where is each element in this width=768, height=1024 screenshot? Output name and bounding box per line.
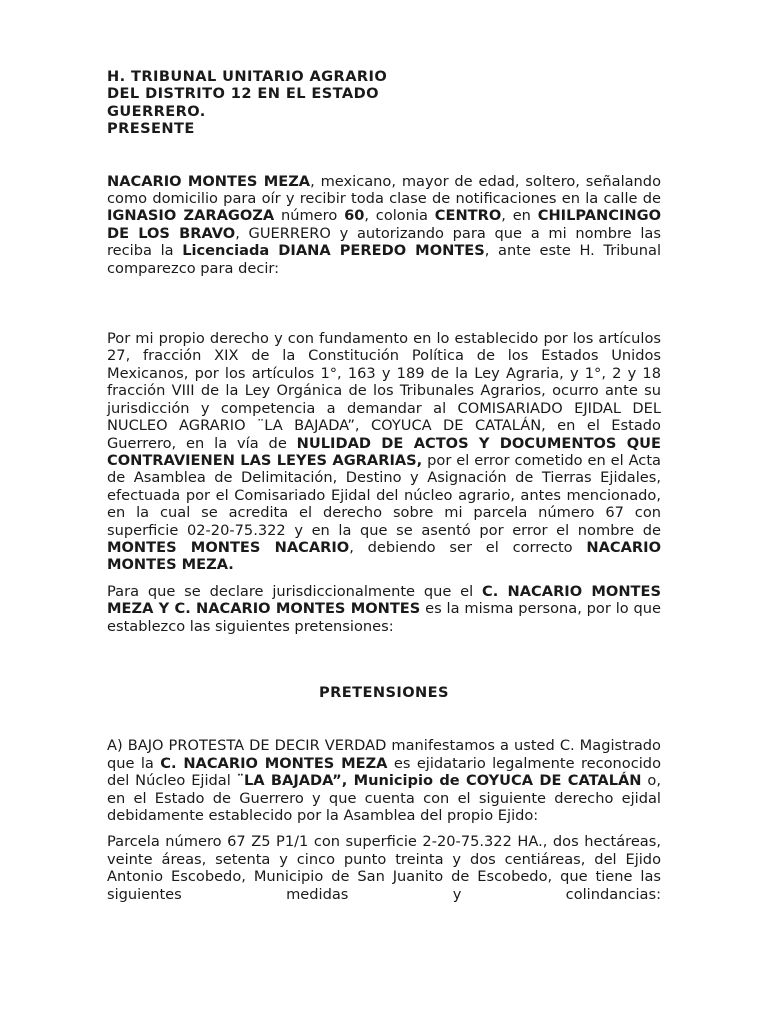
intro-text: , colonia xyxy=(364,207,435,225)
street-name: IGNASIO ZARAGOZA xyxy=(107,207,275,225)
addressee-line: DEL DISTRITO 12 EN EL ESTADO xyxy=(107,85,379,103)
intro-text: , ante este H. Tribunal comparezco para decir: xyxy=(107,242,662,277)
intro-text: , mexicano, mayor de edad, soltero, señalando como domicilio para oír y recibir toda clase de notificaciones en la calle de xyxy=(107,172,662,208)
claimant-name: C. NACARIO MONTES MEZA xyxy=(160,754,388,772)
parcel-paragraph: Parcela número 67 Z5 P1/1 con superficie 2-20-75.322 HA., dos hectáreas, veinte áreas, setenta y cinco punto treinta y dos centiáreas, del Ejido Antonio Escobedo, Municipio de San Juanito de Escobedo, que tiene las siguientes medidas y colindancias: xyxy=(107,833,661,903)
intro-text: , GUERRERO y autorizando para que a mi nombre las reciba la xyxy=(107,224,661,260)
body-paragraph xyxy=(107,330,661,574)
ejido-name: ¨LA BAJADA”, Municipio de COYUCA DE CATALÁN xyxy=(236,772,642,790)
authorized-person: Licenciada DIANA PEREDO MONTES xyxy=(182,242,485,260)
addressee-block xyxy=(107,68,661,138)
intro-text: , en xyxy=(501,207,538,225)
body-text: Por mi propio derecho y con fundamento en lo establecido por los artículos 27, fracción XIX de la Constitución Política de los Estados Unidos Mexicanos, por los artículos 1°, 163 y 189 de la Ley Agraria, y 1°, 2 y 18 fracción VIII de la Ley Orgánica de los Tribunales Agrarios, ocurro ante su jurisdicción y competencia a demandar al COMISARIADO EJIDAL DEL NUCLEO AGRARIO ¨LA BAJADA”, COYUCA DE CATALÁN, en el Estado Guerrero, en la vía de xyxy=(107,330,661,452)
claim-text: A) BAJO PROTESTA DE DECIR VERDAD manifestamos a usted C. Magistrado que la xyxy=(107,737,661,772)
correct-name: NACARIO MONTES MEZA. xyxy=(107,538,661,574)
intro-paragraph xyxy=(107,173,661,277)
body-text: por el error cometido en el Acta de Asamblea de Delimitación, Destino y Asignación de Tierras Ejidales, efectuada por el Comisariado Ejidal del núcleo agrario, antes mencionado, en la cual se acredita el derecho sobre mi parcela número 67 con superficie 02-20-75.322 y en la que se asentó por error el nombre de xyxy=(107,451,661,539)
declare-text: es la misma persona, por lo que establezco las siguientes pretensiones: xyxy=(107,600,661,635)
declared-names: C. NACARIO MONTES MEZA Y C. NACARIO MONTES MONTES xyxy=(107,582,661,618)
colonia-name: CENTRO xyxy=(434,207,502,225)
street-number: 60 xyxy=(344,207,365,225)
addressee-line: H. TRIBUNAL UNITARIO AGRARIO xyxy=(107,68,388,85)
claim-a-paragraph xyxy=(107,737,661,824)
claim-text: es ejidatario legalmente reconocido del Núcleo Ejidal xyxy=(107,754,661,790)
declare-text: Para que se declare jurisdiccionalmente que el xyxy=(107,582,483,600)
intro-text: número xyxy=(274,207,345,225)
section-heading: PRETENSIONES xyxy=(319,683,449,701)
plaintiff-name: NACARIO MONTES MEZA xyxy=(107,172,311,190)
claim-text: o, en el Estado de Guerrero y que cuenta con el siguiente derecho ejidal debidamente establecido por la Asamblea del propio Ejido: xyxy=(107,772,661,824)
erroneous-name: MONTES MONTES NACARIO xyxy=(107,538,350,556)
addressee-line: PRESENTE xyxy=(107,120,195,138)
claim-type: NULIDAD DE ACTOS Y DOCUMENTOS QUE CONTRAVIENEN LAS LEYES AGRARIAS, xyxy=(107,434,661,469)
body-text: , debiendo ser el correcto xyxy=(349,538,587,556)
declare-paragraph xyxy=(107,583,661,635)
city-name: CHILPANCINGO DE LOS BRAVO xyxy=(107,207,661,242)
addressee-line: GUERRERO. xyxy=(107,102,206,120)
